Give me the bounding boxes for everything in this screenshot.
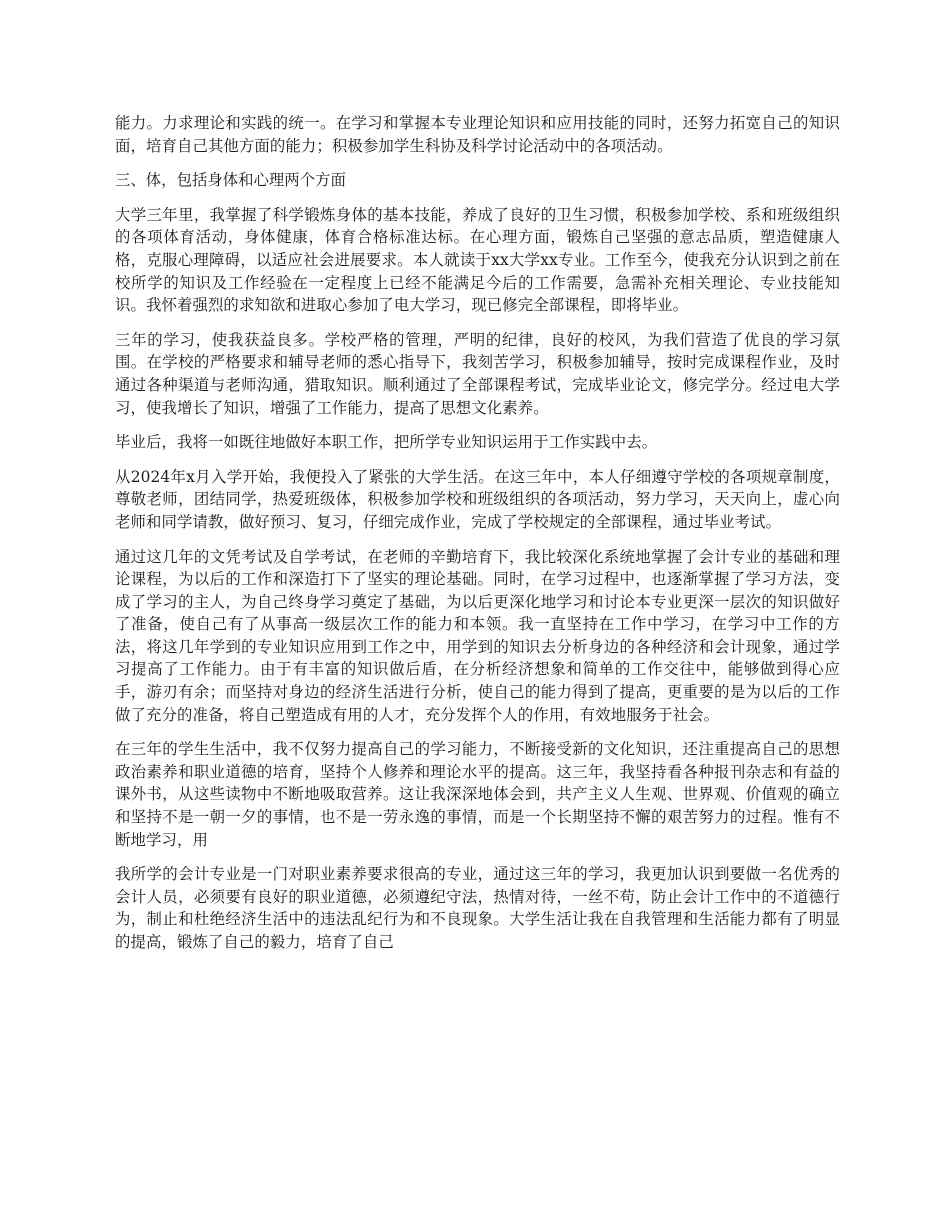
paragraph-8: 我所学的会计专业是一门对职业素养要求很高的专业，通过这三年的学习，我更加认识到要做一名优秀的会计人员，必须要有良好的职业道德，必须遵纪守法，热情对待，一丝不苟，防止会计工作中的不道德行为，制止和杜绝经济生活中的违法乱纪行为和不良现象。大学生活让我在自我管理和生活能力都有了明显的提高，锻炼了自己的毅力，培育了自己 bbox=[115, 865, 840, 951]
paragraph-4: 毕业后，我将一如既往地做好本职工作，把所学专业知识运用于工作实践中去。 bbox=[115, 433, 658, 452]
paragraph-6: 通过这几年的文凭考试及自学考试，在老师的辛勤培育下，我比较深化系统地掌握了会计专业的基础和理论课程，为以后的工作和深造打下了坚实的理论基础。同时，在学习过程中，也逐渐掌握了学习方法，变成了学习的主人，为自己终身学习奠定了基础，为以后更深化地学习和讨论本专业更深一层次的知识做好了准备，使自己有了从事高一级层次工作的能力和本领。我一直坚持在工作中学习，在学习中工作的方法，将这几年学到的专业知识应用到工作之中，用学到的知识去分析身边的各种经济和会计现象，通过学习提高了工作能力。由于有丰富的知识做后盾，在分析经济想象和简单的工作交往中，能够做到得心应手，游刃有余；而坚持对身边的经济生活进行分析，使自己的能力得到了提高，更重要的是为以后的工作做了充分的准备，将自己塑造成有用的人才，充分发挥个人的作用，有效地服务于社会。 bbox=[115, 547, 840, 724]
document-body bbox=[115, 112, 840, 966]
paragraph-2: 大学三年里，我掌握了科学锻炼身体的基本技能，养成了良好的卫生习惯，积极参加学校、系和班级组织的各项体育活动，身体健康，体育合格标准达标。在心理方面，锻炼自己坚强的意志品质，塑造健康人格，克服心理障碍，以适应社会进展要求。本人就读于xx大学xx专业。工作至今，使我充分认识到之前在校所学的知识及工作经验在一定程度上已经不能满足今后的工作需要，急需补充相关理论、专业技能知识。我怀着强烈的求知欲和进取心参加了电大学习，现已修完全部课程，即将毕业。 bbox=[115, 205, 840, 315]
section-heading: 三、体，包括身体和心理两个方面 bbox=[115, 171, 346, 190]
paragraph-1: 能力。力求理论和实践的统一。在学习和掌握本专业理论知识和应用技能的同时，还努力拓宽自己的知识面，培育自己其他方面的能力；积极参加学生科协及科学讨论活动中的各项活动。 bbox=[115, 114, 840, 155]
paragraph-7: 在三年的学生生活中，我不仅努力提高自己的学习能力，不断接受新的文化知识，还注重提高自己的思想政治素养和职业道德的培育，坚持个人修养和理论水平的提高。这三年，我坚持看各种报刊杂志和有益的课外书，从这些读物中不断地吸取营养。这让我深深地体会到，共产主义人生观、世界观、价值观的确立和坚持不是一朝一夕的事情，也不是一劳永逸的事情，而是一个长期坚持不懈的艰苦努力的过程。惟有不断地学习，用 bbox=[115, 740, 840, 849]
paragraph-5: 从2024年x月入学开始，我便投入了紧张的大学生活。在这三年中，本人仔细遵守学校的各项规章制度，尊敬老师，团结同学，热爱班级体，积极参加学校和班级组织的各项活动，努力学习，天天向上，虚心向老师和同学请教，做好预习、复习，仔细完成作业，完成了学校规定的全部课程，通过毕业考试。 bbox=[115, 467, 840, 531]
paragraph-3: 三年的学习，使我获益良多。学校严格的管理，严明的纪律，良好的校风，为我们营造了优良的学习氛围。在学校的严格要求和辅导老师的悉心指导下，我刻苦学习，积极参加辅导，按时完成课程作业，及时通过各种渠道与老师沟通，猎取知识。顺利通过了全部课程考试，完成毕业论文，修完学分。经过电大学习，使我增长了知识，增强了工作能力，提高了思想文化素养。 bbox=[115, 330, 840, 417]
